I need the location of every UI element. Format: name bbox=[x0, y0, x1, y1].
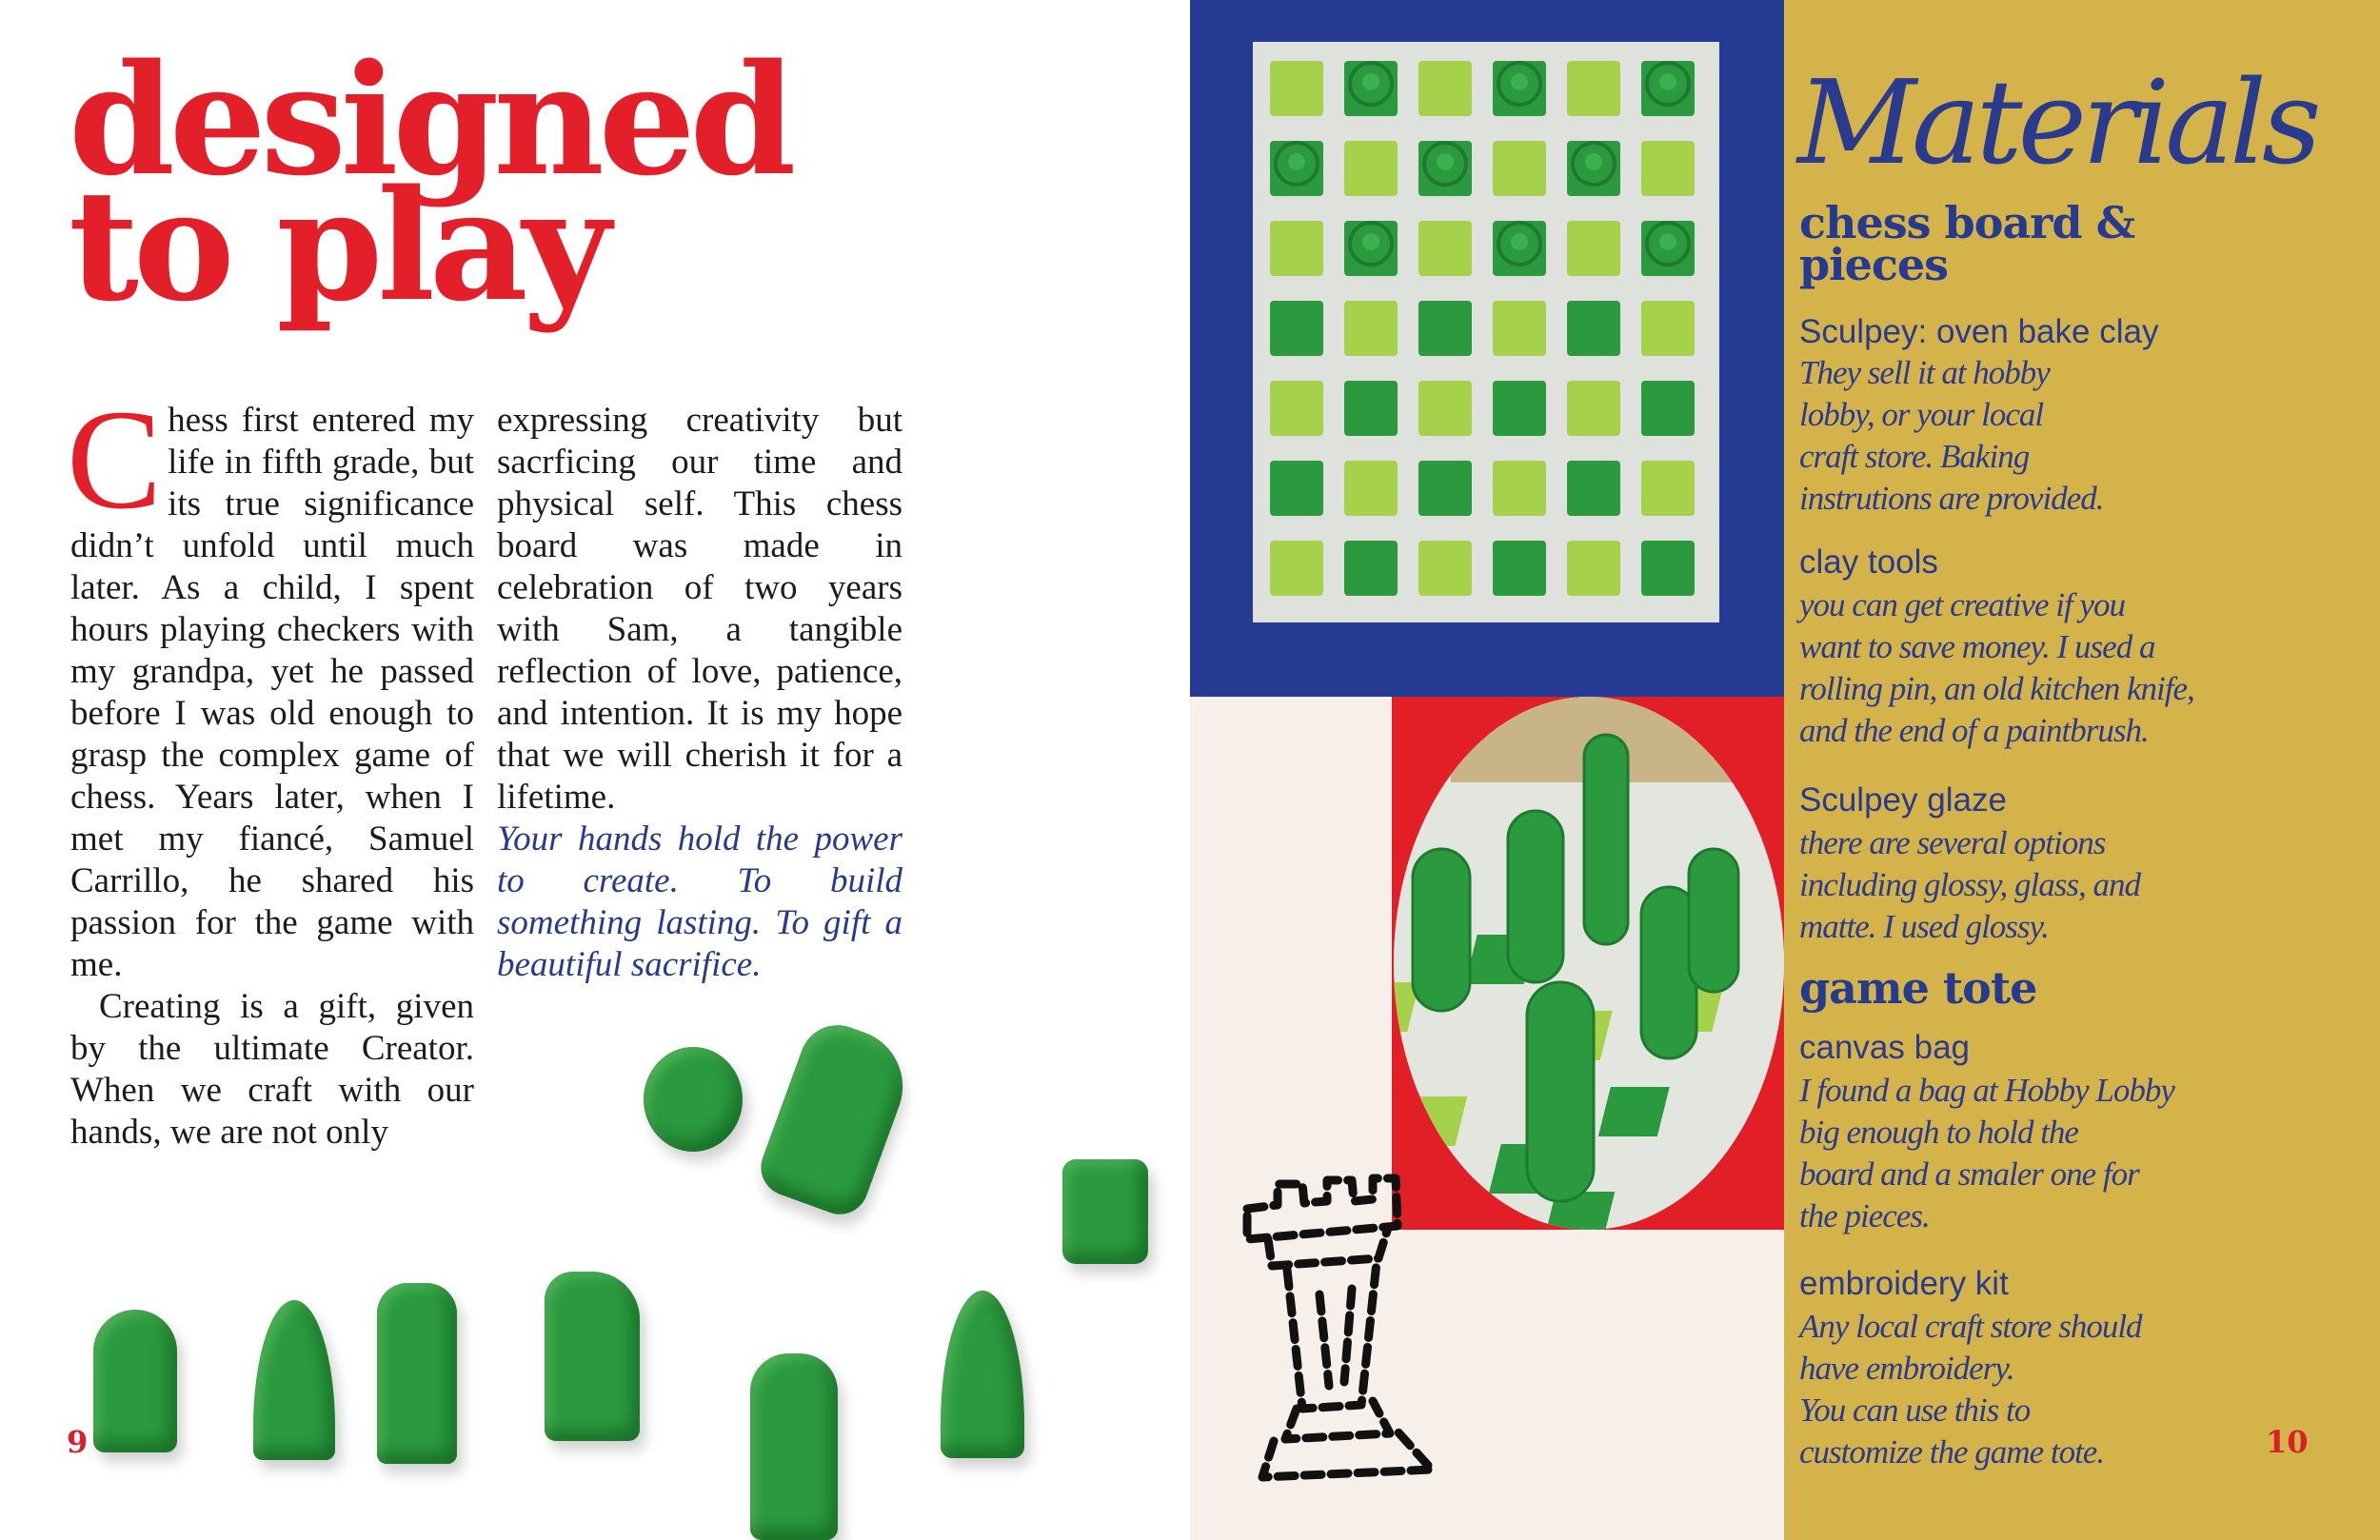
material-name: embroidery kit bbox=[1799, 1265, 2009, 1302]
chess-board-image bbox=[1253, 42, 1719, 622]
clay-king-1 bbox=[750, 1353, 838, 1540]
red-frame bbox=[1392, 697, 1784, 1230]
material-name: Sculpey glaze bbox=[1799, 781, 2007, 819]
materials-title: Materials bbox=[1797, 55, 2317, 190]
rook-sketch-icon bbox=[1228, 1171, 1447, 1494]
clay-knight-2 bbox=[545, 1272, 640, 1441]
body-paragraph-2: Creating is a gift, given by the ultimate Creator. When we craft with our hands, we are not only bbox=[70, 987, 474, 1152]
section-heading-game-tote: game tote bbox=[1799, 962, 2037, 1014]
material-name: canvas bag bbox=[1799, 1029, 1971, 1066]
right-page bbox=[1190, 0, 2380, 1540]
pull-quote: Your hands hold the power to create. To build something lasting. To gift a beautiful sacrifice. bbox=[497, 819, 902, 984]
clay-bishop-2 bbox=[941, 1291, 1024, 1458]
body-column-2 bbox=[497, 400, 902, 986]
material-note: I found a bag at Hobby Lobby big enough to hold the board and a smaler one for the pieces. bbox=[1799, 1072, 2174, 1234]
materials-panel bbox=[1784, 0, 2380, 1540]
body-column-1 bbox=[67, 381, 474, 1154]
chess-pieces-image bbox=[1394, 697, 1784, 1230]
title-line-2: to play bbox=[69, 156, 605, 335]
clay-queen-1 bbox=[377, 1283, 457, 1464]
page-title bbox=[69, 30, 791, 335]
body-paragraph-1: hess first entered my life in fifth grade, but its true significance didn’t unfold until much later. As a child, I spent hours playing checkers with my grandpa, yet he passed before I was old enough to grasp the complex game of chess. Years later, when I met my fiancé, Samuel Carrillo, he shared his passion for the game with me. bbox=[70, 401, 474, 984]
material-note: They sell it at hobby lobby, or your local craft store. Baking instrutions are provided. bbox=[1799, 354, 2104, 517]
material-name: Sculpey: oven bake clay bbox=[1799, 313, 2159, 350]
page-number-left: 9 bbox=[67, 1424, 89, 1460]
body-paragraph-3: expressing creativity but sacrficing our time and physical self. This chess board was made in celebration of two years with Sam, a tangible reflection of love, patience, and intention. It is my hope that we will cherish it for a lifetime. bbox=[497, 401, 902, 817]
clay-knight-top bbox=[753, 1015, 919, 1222]
clay-pawn-1 bbox=[93, 1310, 177, 1452]
material-note: there are several options including glossy, glass, and matte. I used glossy. bbox=[1799, 824, 2140, 945]
blue-frame bbox=[1190, 0, 1784, 697]
title-line-1: designed bbox=[69, 30, 791, 209]
page-number-right: 10 bbox=[2266, 1424, 2309, 1460]
clay-bishop-1 bbox=[253, 1300, 335, 1460]
material-note: you can get creative if you want to save money. I used a rolling pin, an old kitchen knife, and the end of a paintbrush. bbox=[1799, 586, 2194, 749]
chess-pieces-oval-photo bbox=[1394, 697, 1784, 1230]
chess-board-photo bbox=[1253, 42, 1719, 622]
clay-pawn-top bbox=[644, 1047, 743, 1152]
material-name: clay tools bbox=[1799, 543, 1938, 581]
section-heading-chess-board: chess board & pieces bbox=[1799, 197, 2135, 290]
drop-cap: C bbox=[67, 381, 163, 539]
material-note: Any local craft store should have embroidery. You can use this to customize the game tote. bbox=[1799, 1308, 2142, 1471]
clay-rook-right bbox=[1062, 1159, 1148, 1264]
